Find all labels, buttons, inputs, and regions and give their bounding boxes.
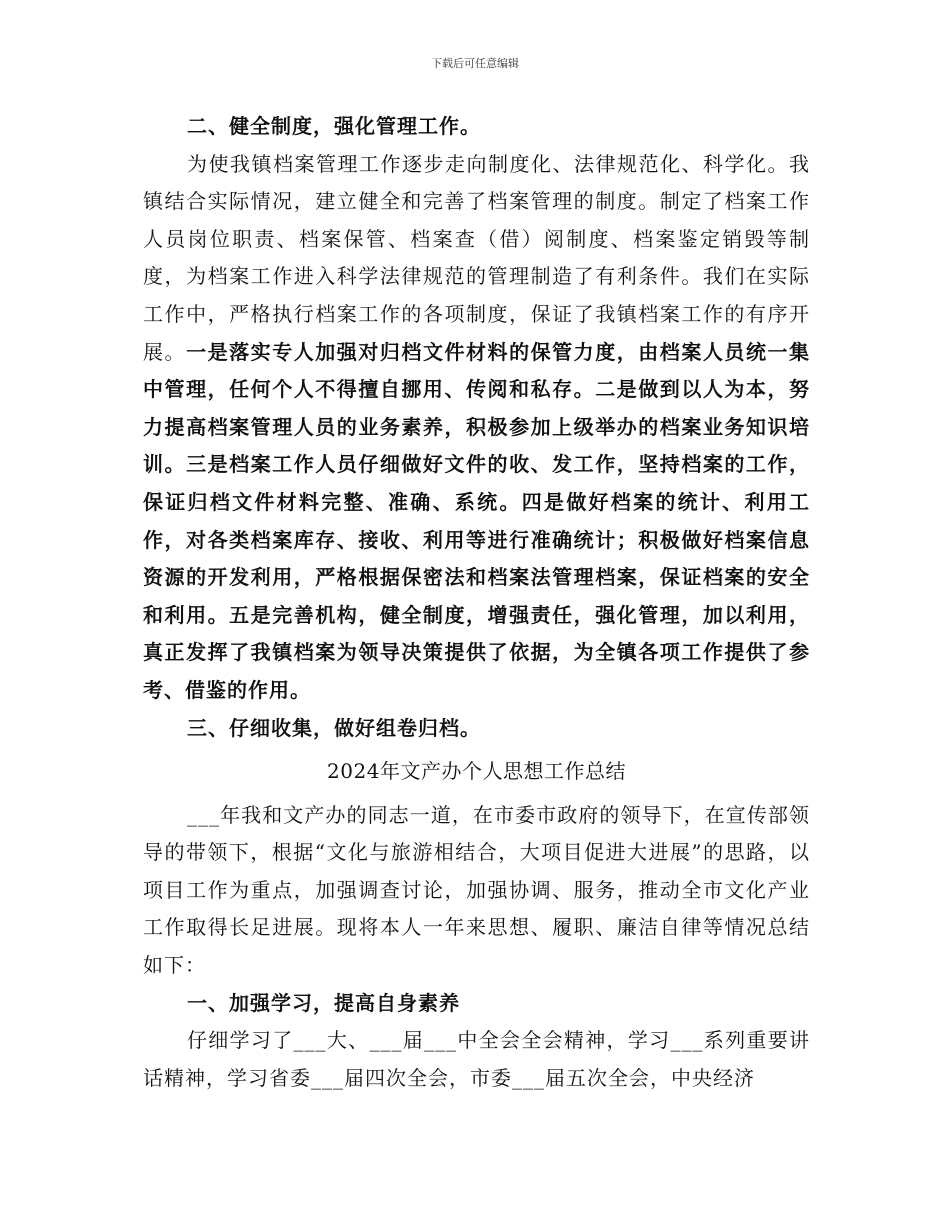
section-heading-3: 三、仔细收集，做好组卷归档。 [187, 715, 481, 740]
paragraph-normal-text: 为使我镇档案管理工作逐步走向制度化、法律规范化、科学化。我镇结合实际情况，建立健全和完善了档案管理的制度。制定了档案工作人员岗位职责、档案保管、档案查（借）阅制度、档案鉴定销毁等制度，为档案工作进入科学法律规范的管理制造了有利条件。我们在实际工作中，严格执行档案工作的各项制度，保证了我镇档案工作的有序开展。 [143, 151, 810, 364]
paragraph-archive-system [143, 146, 810, 710]
document-body [143, 108, 810, 1097]
section-heading-2: 二、健全制度，强化管理工作。 [187, 114, 481, 138]
study-paragraph: 仔细学习了___大、___届___中全会全会精神，学习___系列重要讲话精神，学习省委___届四次全会，市委___届五次全会，中央经济 [143, 1028, 810, 1090]
document-title: 2024年文产办个人思想工作总结 [327, 759, 626, 784]
header-note: 下载后可任意编辑 [431, 57, 519, 70]
intro-paragraph: ___年我和文产办的同志一道，在市委市政府的领导下，在宣传部领导的带领下，根据“文化与旅游相结合，大项目促进大进展”的思路，以项目工作为重点，加强调查讨论，加强协调、服务，推动全市文化产业工作取得长足进展。现将本人一年来思想、履职、廉洁自律等情况总结如下： [143, 802, 810, 978]
section-heading-1: 一、加强学习，提高自身素养 [187, 990, 460, 1015]
paragraph-bold-text: 一是落实专人加强对归档文件材料的保管力度，由档案人员统一集中管理，任何个人不得擅自挪用、传阅和私存。二是做到以人为本，努力提高档案管理人员的业务素养，积极参加上级举办的档案业务知识培训。三是档案工作人员仔细做好文件的收、发工作，坚持档案的工作，保证归档文件材料完整、准确、系统。四是做好档案的统计、利用工作，对各类档案库存、接收、利用等进行准确统计；积极做好档案信息资源的开发利用，严格根据保密法和档案法管理档案，保证档案的安全和利用。五是完善机构，健全制度，增强责任，强化管理，加以利用，真正发挥了我镇档案为领导决策提供了依据，为全镇各项工作提供了参考、借鉴的作用。 [143, 339, 811, 702]
